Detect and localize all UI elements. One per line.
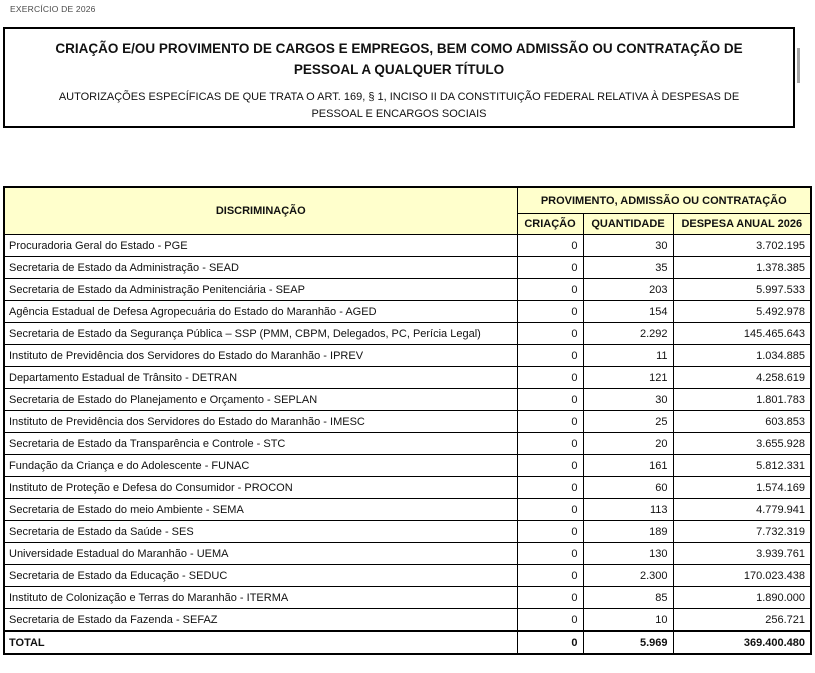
table-row [4,279,811,301]
table-row [4,587,811,609]
row-despesa-cell: 7.732.319 [673,521,811,543]
row-despesa-cell: 3.702.195 [673,235,811,257]
row-quantidade-cell: 11 [583,345,673,367]
row-despesa-cell: 1.801.783 [673,389,811,411]
row-criacao-cell: 0 [517,301,583,323]
document-subtitle: AUTORIZAÇÕES ESPECÍFICAS DE QUE TRATA O ART. 169, § 1, INCISO II DA CONSTITUIÇÃO FEDERAL RELATIVA À DESPESAS DE PESSOAL E ENCARGOS SOCIAIS [58,91,740,120]
scrollbar-thumb[interactable] [797,48,800,83]
total-criacao-value: 0 [517,631,583,654]
row-quantidade-cell: 30 [583,235,673,257]
row-quantidade-cell: 35 [583,257,673,279]
row-quantidade-cell: 10 [583,609,673,632]
table-header-row-1 [4,187,811,214]
row-quantidade-cell: 25 [583,411,673,433]
table-row [4,543,811,565]
table-row [4,411,811,433]
row-despesa-cell: 1.890.000 [673,587,811,609]
table-row [4,323,811,345]
row-discriminacao-cell: Secretaria de Estado da Administração - SEAD [4,257,517,279]
exercise-year-label: EXERCÍCIO DE 2026 [10,4,96,14]
row-quantidade-cell: 2.300 [583,565,673,587]
row-quantidade-cell: 30 [583,389,673,411]
table-row [4,499,811,521]
row-despesa-cell: 5.997.533 [673,279,811,301]
row-criacao-cell: 0 [517,521,583,543]
total-despesa-value: 369.400.480 [673,631,811,654]
row-criacao-cell: 0 [517,587,583,609]
row-despesa-cell: 4.779.941 [673,499,811,521]
row-criacao-cell: 0 [517,257,583,279]
column-header-quantidade: QUANTIDADE [583,214,673,235]
table-row [4,433,811,455]
row-criacao-cell: 0 [517,411,583,433]
row-criacao-cell: 0 [517,345,583,367]
row-discriminacao-cell: Secretaria de Estado da Transparência e Controle - STC [4,433,517,455]
row-criacao-cell: 0 [517,433,583,455]
row-despesa-cell: 145.465.643 [673,323,811,345]
row-despesa-cell: 1.034.885 [673,345,811,367]
row-discriminacao-cell: Fundação da Criança e do Adolescente - FUNAC [4,455,517,477]
row-criacao-cell: 0 [517,323,583,345]
row-despesa-cell: 256.721 [673,609,811,632]
table-row [4,389,811,411]
table-row [4,565,811,587]
table-row [4,477,811,499]
table-row [4,367,811,389]
row-quantidade-cell: 20 [583,433,673,455]
row-quantidade-cell: 154 [583,301,673,323]
total-row [4,631,811,654]
column-header-criacao: CRIAÇÃO [517,214,583,235]
table-row [4,301,811,323]
row-criacao-cell: 0 [517,389,583,411]
row-discriminacao-cell: Universidade Estadual do Maranhão - UEMA [4,543,517,565]
column-header-despesa: DESPESA ANUAL 2026 [673,214,811,235]
row-discriminacao-cell: Secretaria de Estado da Educação - SEDUC [4,565,517,587]
table-row [4,345,811,367]
row-despesa-cell: 1.574.169 [673,477,811,499]
row-quantidade-cell: 2.292 [583,323,673,345]
row-discriminacao-cell: Secretaria de Estado da Segurança Pública – SSP (PMM, CBPM, Delegados, PC, Perícia Legal) [4,323,517,345]
row-discriminacao-cell: Agência Estadual de Defesa Agropecuária do Estado do Maranhão - AGED [4,301,517,323]
table-row [4,609,811,632]
row-criacao-cell: 0 [517,279,583,301]
row-despesa-cell: 170.023.438 [673,565,811,587]
row-criacao-cell: 0 [517,609,583,632]
row-criacao-cell: 0 [517,565,583,587]
column-header-group: PROVIMENTO, ADMISSÃO OU CONTRATAÇÃO [517,187,811,214]
row-despesa-cell: 5.492.978 [673,301,811,323]
title-box [3,27,795,128]
row-discriminacao-cell: Departamento Estadual de Trânsito - DETRAN [4,367,517,389]
table-row [4,257,811,279]
row-discriminacao-cell: Instituto de Previdência dos Servidores do Estado do Maranhão - IMESC [4,411,517,433]
row-discriminacao-cell: Secretaria de Estado da Administração Penitenciária - SEAP [4,279,517,301]
row-quantidade-cell: 85 [583,587,673,609]
row-quantidade-cell: 113 [583,499,673,521]
row-despesa-cell: 4.258.619 [673,367,811,389]
table-row [4,521,811,543]
row-criacao-cell: 0 [517,367,583,389]
row-despesa-cell: 3.939.761 [673,543,811,565]
row-quantidade-cell: 130 [583,543,673,565]
row-discriminacao-cell: Instituto de Proteção e Defesa do Consumidor - PROCON [4,477,517,499]
row-criacao-cell: 0 [517,477,583,499]
row-quantidade-cell: 161 [583,455,673,477]
column-header-discriminacao: DISCRIMINAÇÃO [4,187,517,235]
row-criacao-cell: 0 [517,235,583,257]
row-despesa-cell: 5.812.331 [673,455,811,477]
document-title: CRIAÇÃO E/OU PROVIMENTO DE CARGOS E EMPREGOS, BEM COMO ADMISSÃO OU CONTRATAÇÃO DE PESSOAL A QUALQUER TÍTULO [55,41,743,77]
row-discriminacao-cell: Instituto de Colonização e Terras do Maranhão - ITERMA [4,587,517,609]
row-quantidade-cell: 189 [583,521,673,543]
row-criacao-cell: 0 [517,543,583,565]
row-discriminacao-cell: Procuradoria Geral do Estado - PGE [4,235,517,257]
row-quantidade-cell: 121 [583,367,673,389]
row-discriminacao-cell: Secretaria de Estado do Planejamento e Orçamento - SEPLAN [4,389,517,411]
row-quantidade-cell: 203 [583,279,673,301]
row-discriminacao-cell: Secretaria de Estado da Fazenda - SEFAZ [4,609,517,632]
row-criacao-cell: 0 [517,455,583,477]
total-quantidade-value: 5.969 [583,631,673,654]
row-discriminacao-cell: Secretaria de Estado do meio Ambiente - SEMA [4,499,517,521]
row-discriminacao-cell: Secretaria de Estado da Saúde - SES [4,521,517,543]
row-discriminacao-cell: Instituto de Previdência dos Servidores do Estado do Maranhão - IPREV [4,345,517,367]
row-despesa-cell: 3.655.928 [673,433,811,455]
table-row [4,455,811,477]
row-quantidade-cell: 60 [583,477,673,499]
table-row [4,235,811,257]
row-criacao-cell: 0 [517,499,583,521]
row-despesa-cell: 1.378.385 [673,257,811,279]
provisions-table [3,186,812,655]
total-label: TOTAL [4,631,517,654]
row-despesa-cell: 603.853 [673,411,811,433]
